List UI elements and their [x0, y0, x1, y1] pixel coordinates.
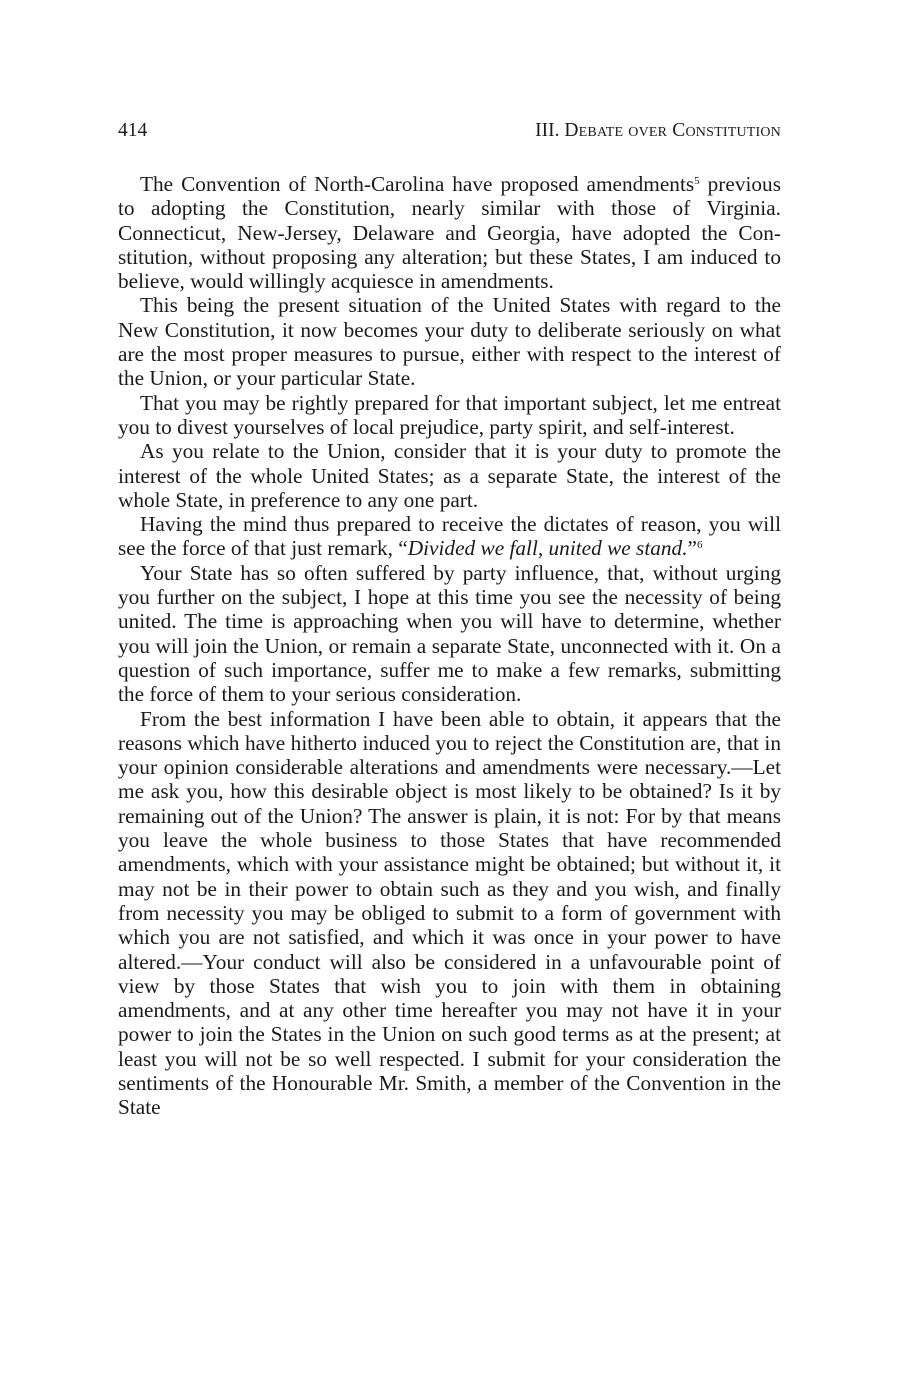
paragraph-2: This being the present situation of the United States with regard to the New Constitution, it now becomes your duty to deliberate seriously on what are the most proper measures to pursue, either with respect to the interest of the Union, or your particular State.: [118, 293, 781, 391]
footnote-ref-5: 5: [694, 175, 700, 187]
page-number: 414: [118, 120, 148, 141]
paragraph-6: Your State has so often suffered by party influence, that, without urging you further on the subject, I hope at this time you see the necessity of being united. The time is approaching when you will have to determine, whether you will join the Union, or remain a separate State, unconnected with it. On a question of such importance, suffer me to make a few remarks, submitting the force of them to your serious consideration.: [118, 560, 781, 707]
body-text: [118, 172, 781, 1120]
document-page: [118, 118, 781, 1120]
running-header: [118, 118, 781, 144]
paragraph-5: Having the mind thus prepared to receive the dictates of reason, you will see the force of that just remark, “Divided we fall, united we stand.”$^6$: [118, 512, 781, 561]
paragraph-4: As you relate to the Union, consider that it is your duty to promote the interest of the whole United States; as a separate State, the interest of the whole State, in preference to any one part.: [118, 439, 781, 512]
quoted-motto: Divided we fall, united we stand.: [407, 536, 688, 561]
paragraph-1: The Convention of North-Carolina have proposed amendments$^5$ previous to adopting the Constitution, nearly similar with those of Virginia. Connecticut, New-Jersey, Delaware and Georgia, have adopted the Constitution, without proposing any alteration; but these States, I am induced to believe, would willingly acquiesce in amendments.: [118, 172, 781, 294]
footnote-ref-6: 6: [697, 539, 703, 552]
paragraph-3: That you may be rightly prepared for that important subject, let me entreat you to divest yourselves of local prejudice, party spirit, and self-interest.: [118, 390, 781, 439]
section-title: Debate over Constitution: [564, 120, 781, 141]
section-heading: III. Debate over Constitution: [535, 120, 781, 141]
paragraph-7: From the best information I have been able to obtain, it appears that the reasons which have hitherto induced you to reject the Constitution are, that in your opinion considerable alterations and amendments were necessary.—Let me ask you, how this desirable object is most likely to be obtained? Is it by remaining out of the Union? The answer is plain, it is not: For by that means you leave the whole business to those States that have recommended amendments, which with your assistance might be obtained; but without it, it may not be in their power to obtain such as they and you wish, and finally from necessity you may be obliged to submit to a form of government with which you are not satisfied, and which it was once in your power to have altered.—Your conduct will also be considered in a unfavourable point of view by those States that wish you to join with them in obtaining amendments, and at any other time hereafter you may not have it in your power to join the States in the Union on such good terms as at the present; at least you will not be so well respected. I submit for your consideration the sentiments of the Honourable Mr. Smith, a member of the Convention in the State: [118, 706, 781, 1120]
